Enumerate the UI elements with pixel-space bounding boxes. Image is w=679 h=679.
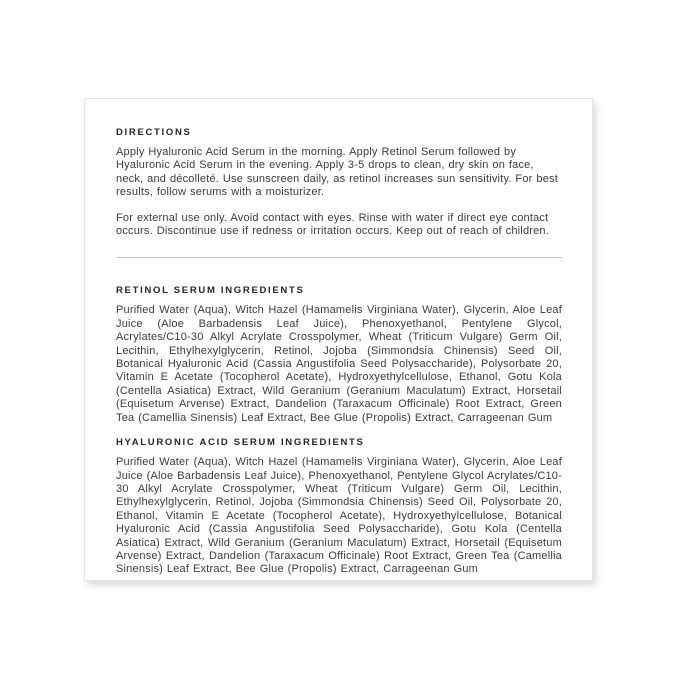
retinol-ingredients-heading: RETINOL SERUM INGREDIENTS — [116, 285, 305, 297]
warning-text: For external use only. Avoid contact with eyes. Rinse with water if direct eye contact occurs. Discontinue use if redness or irritation occurs. Keep out of reach of children. — [116, 211, 550, 238]
directions-heading: DIRECTIONS — [116, 127, 192, 138]
directions-section — [116, 127, 562, 238]
section-divider — [116, 257, 562, 258]
hyaluronic-ingredients-text: Purified Water (Aqua), Witch Hazel (Hamamelis Virginiana Water), Glycerin, Aloe Leaf Juice (Aloe Barbadensis Leaf Juice), Phenoxyethanol, Pentylene Glycol Acrylates/C10-30 Alkyl Acrylate Crosspolymer, Wheat (Triticum Vulgare) Germ Oil, Lecithin, Ethylhexylglycerin, Retinol, Jojoba (Simmondsia Chinensis) Seed Oil, Polysorbate 20, Ethanol, Vitamin E Acetate (Tocopherol Acetate), Hydroxyethylcellulose, Botanical Hyaluronic Acid (Cassia Angustifolia Seed Polysaccharide), Gotu Kola (Centella Asiatica) Extract, Wild Geranium (Geranium Maculatum) Extract, Horsetail (Equisetum Arvense) Extract, Dandelion (Taraxacum Officinale) Root Extract, Green Tea (Camellia Sinensis) Leaf Extract, Bee Glue (Propolis) Extract, Carrageenan Gum — [116, 456, 562, 576]
retinol-ingredients-section — [116, 285, 562, 425]
hyaluronic-ingredients-heading: HYALURONIC ACID SERUM INGREDIENTS — [116, 437, 365, 449]
retinol-ingredients-text: Purified Water (Aqua), Witch Hazel (Hamamelis Virginiana Water), Glycerin, Aloe Leaf Juice (Aloe Barbadensis Leaf Juice), Phenoxyethanol, Pentylene Glycol, Acrylates/C10-30 Alkyl Acrylate Crosspolymer, Wheat (Triticum Vulgare) Germ Oil, Lecithin, Ethylhexylglycerin, Retinol, Jojoba (Simmondsia Chinensis) Seed Oil, Botanical Hyaluronic Acid (Cassia Angustifolia Seed Polysaccharide), Polysorbate 20, Vitamin E Acetate (Tocopherol Acetate), Hydroxyethylcellulose, Ethanol, Gotu Kola (Centella Asiatica) Extract, Wild Geranium (Geranium Maculatum) Extract, Horsetail (Equisetum Arvense) Extract, Dandelion (Taraxacum Officinale) Root Extract, Green Tea (Camellia Sinensis) Leaf Extract, Bee Glue (Propolis) Extract, Carrageenan Gum — [116, 304, 562, 424]
product-label-panel — [84, 98, 593, 581]
hyaluronic-ingredients-section — [116, 437, 562, 577]
directions-text: Apply Hyaluronic Acid Serum in the morning. Apply Retinol Serum followed by Hyaluronic Acid Serum in the evening. Apply 3-5 drops to clean, dry skin on face, neck, and décolleté. Use sunscreen daily, as retinol increases sun sensitivity. For best results, follow serums with a moisturizer. — [116, 146, 558, 199]
